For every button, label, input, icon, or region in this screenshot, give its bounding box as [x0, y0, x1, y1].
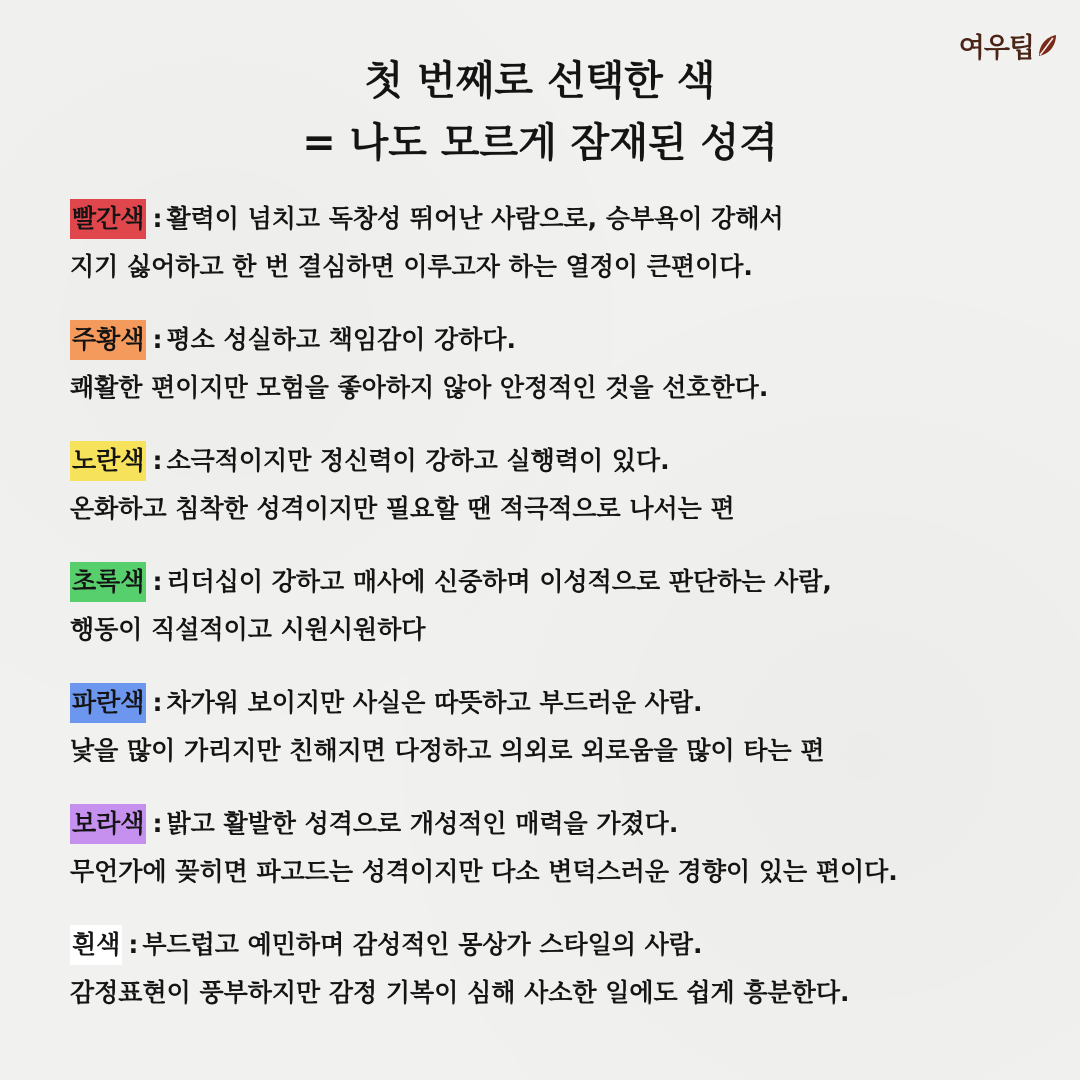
brand-logo-text: 여우팁: [958, 33, 1034, 64]
item-description-1: 밝고 활발한 성격으로 개성적인 매력을 가졌다.: [166, 809, 679, 838]
colon-separator: :: [152, 325, 163, 354]
list-item-orange: [70, 316, 1060, 437]
color-label: 주황색: [70, 320, 146, 360]
item-description-1: 활력이 넘치고 독창성 뛰어난 사람으로, 승부욕이 강해서: [166, 204, 784, 233]
item-description-2: 온화하고 침착한 성격이지만 필요할 땐 적극적으로 나서는 편: [70, 494, 735, 523]
page-title: [0, 50, 1080, 174]
item-description-1: 평소 성실하고 책임감이 강하다.: [166, 325, 517, 354]
color-label: 노란색: [70, 441, 146, 481]
item-description-2: 낯을 많이 가리지만 친해지면 다정하고 의외로 외로움을 많이 타는 편: [70, 736, 825, 765]
colon-separator: :: [128, 930, 139, 959]
item-line-1: [70, 921, 1060, 969]
item-description-1: 리더십이 강하고 매사에 신중하며 이성적으로 판단하는 사람,: [166, 567, 832, 596]
colon-separator: :: [152, 567, 163, 596]
colon-separator: :: [152, 688, 163, 717]
item-line-1: [70, 316, 1060, 364]
item-description-2: 감정표현이 풍부하지만 감정 기복이 심해 사소한 일에도 쉽게 흥분한다.: [70, 978, 850, 1007]
colon-separator: :: [152, 809, 163, 838]
colon-separator: :: [152, 446, 163, 475]
color-label: 초록색: [70, 562, 146, 602]
list-item-red: [70, 195, 1060, 316]
item-description-2: 지기 싫어하고 한 번 결심하면 이루고자 하는 열정이 큰편이다.: [70, 252, 753, 281]
item-description-2: 무언가에 꽂히면 파고드는 성격이지만 다소 변덕스러운 경향이 있는 편이다.: [70, 857, 898, 886]
colon-separator: :: [152, 204, 163, 233]
list-item-yellow: [70, 437, 1060, 558]
item-description-1: 차가워 보이지만 사실은 따뜻하고 부드러운 사람.: [166, 688, 703, 717]
item-line-1: [70, 679, 1060, 727]
item-description-1: 소극적이지만 정신력이 강하고 실행력이 있다.: [166, 446, 670, 475]
item-description-2: 행동이 직설적이고 시원시원하다: [70, 615, 426, 644]
color-label: 파란색: [70, 683, 146, 723]
list-item-blue: [70, 679, 1060, 800]
title-line-1: 첫 번째로 선택한 색: [364, 58, 716, 104]
color-label: 빨간색: [70, 199, 146, 239]
color-personality-list: [70, 195, 1060, 1042]
item-description-1: 부드럽고 예민하며 감성적인 몽상가 스타일의 사람.: [142, 930, 703, 959]
item-line-1: [70, 800, 1060, 848]
title-line-2: = 나도 모르게 잠재된 성격: [302, 120, 778, 166]
item-line-1: [70, 195, 1060, 243]
item-line-1: [70, 558, 1060, 606]
item-description-2: 쾌활한 편이지만 모험을 좋아하지 않아 안정적인 것을 선호한다.: [70, 373, 769, 402]
list-item-green: [70, 558, 1060, 679]
color-label: 보라색: [70, 804, 146, 844]
list-item-white: [70, 921, 1060, 1042]
item-line-1: [70, 437, 1060, 485]
list-item-purple: [70, 800, 1060, 921]
color-label: 흰색: [70, 925, 122, 965]
